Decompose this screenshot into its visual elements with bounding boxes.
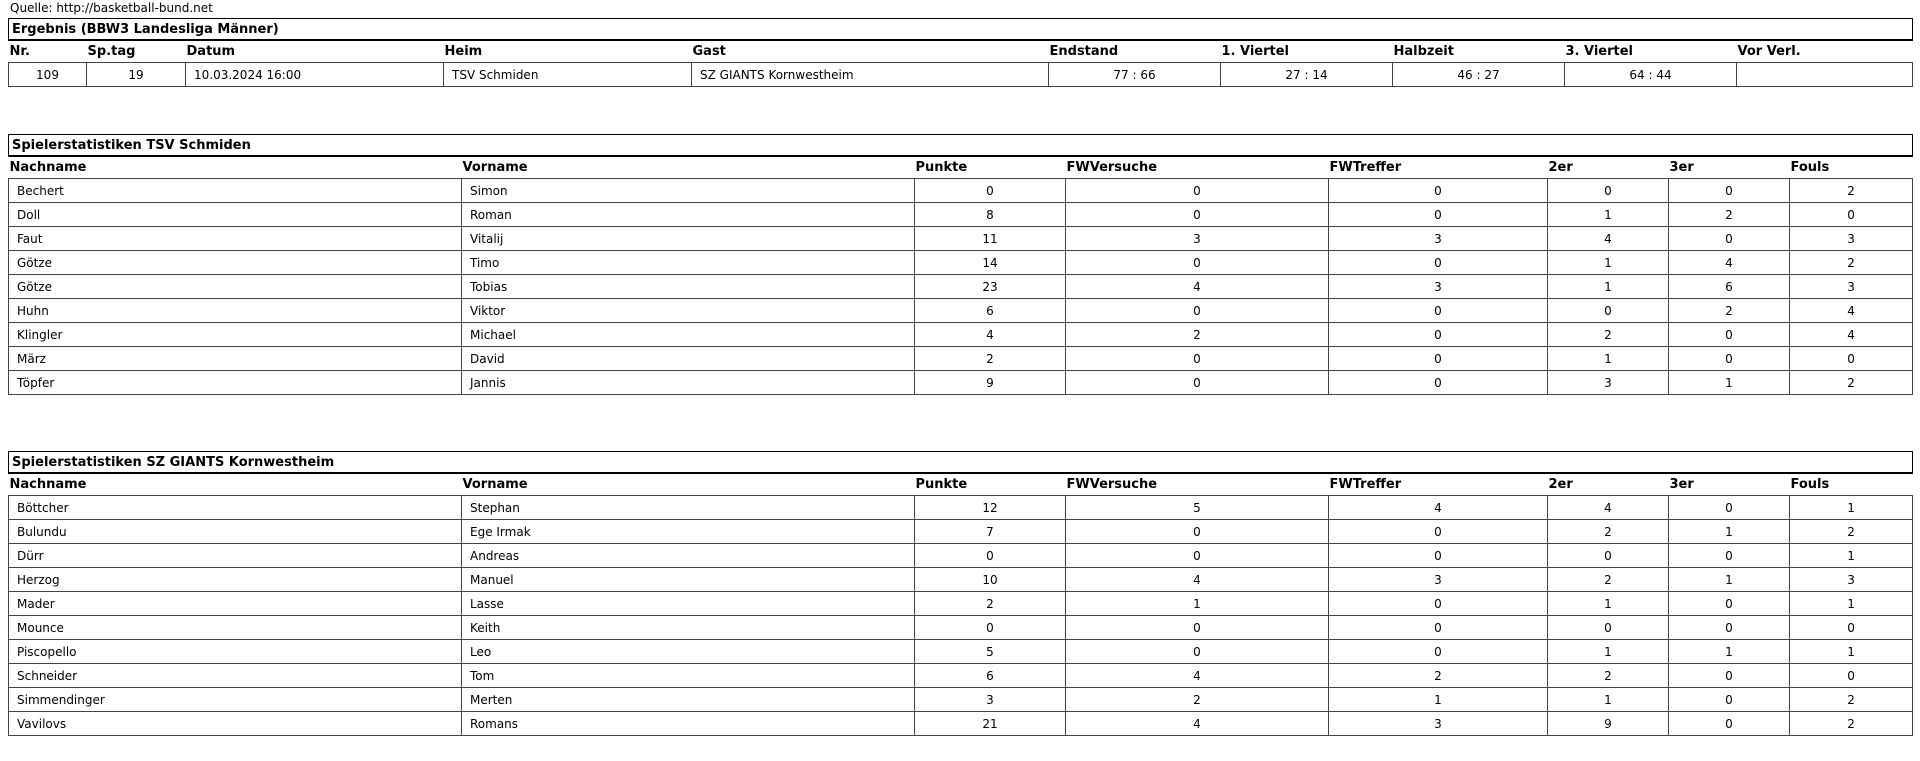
- player-twos: 9: [1548, 712, 1669, 736]
- player-firstname: Vitalij: [462, 227, 915, 251]
- table-row: [9, 227, 1913, 251]
- player-lastname: Götze: [9, 275, 462, 299]
- player-fouls: 3: [1790, 568, 1913, 592]
- player-threes: 0: [1669, 712, 1790, 736]
- player-lastname: Bechert: [9, 179, 462, 203]
- table-row: [9, 251, 1913, 275]
- player-points: 12: [915, 496, 1066, 520]
- player-threes: 0: [1669, 347, 1790, 371]
- player-twos: 2: [1548, 520, 1669, 544]
- player-points: 4: [915, 323, 1066, 347]
- player-firstname: Simon: [462, 179, 915, 203]
- col-header: Nr.: [9, 44, 30, 59]
- player-ft-attempts: 0: [1066, 299, 1329, 323]
- col-header: 3er: [1669, 160, 1694, 175]
- home-player-rows: [9, 179, 1913, 395]
- player-firstname: Jannis: [462, 371, 915, 395]
- player-fouls: 2: [1790, 179, 1913, 203]
- player-points: 0: [915, 616, 1066, 640]
- table-row: [9, 323, 1913, 347]
- player-fouls: 2: [1790, 520, 1913, 544]
- player-lastname: März: [9, 347, 462, 371]
- player-ft-made: 0: [1329, 371, 1548, 395]
- player-twos: 1: [1548, 275, 1669, 299]
- home-header-row: [9, 156, 1913, 179]
- player-lastname: Dürr: [9, 544, 462, 568]
- player-fouls: 0: [1790, 203, 1913, 227]
- col-header: Vor Verl.: [1737, 44, 1801, 59]
- player-fouls: 3: [1790, 275, 1913, 299]
- player-threes: 2: [1669, 203, 1790, 227]
- table-row: [9, 299, 1913, 323]
- third-quarter-score: 64 : 44: [1565, 63, 1737, 87]
- player-ft-made: 0: [1329, 323, 1548, 347]
- player-ft-made: 3: [1329, 712, 1548, 736]
- game-date: 10.03.2024 16:00: [186, 63, 444, 87]
- player-lastname: Herzog: [9, 568, 462, 592]
- player-threes: 0: [1669, 592, 1790, 616]
- player-lastname: Mounce: [9, 616, 462, 640]
- table-row: [9, 520, 1913, 544]
- col-header: FWTreffer: [1329, 160, 1402, 175]
- player-threes: 4: [1669, 251, 1790, 275]
- table-row: [9, 664, 1913, 688]
- player-ft-attempts: 0: [1066, 616, 1329, 640]
- player-ft-attempts: 0: [1066, 520, 1329, 544]
- col-header: Punkte: [915, 160, 968, 175]
- player-ft-made: 4: [1329, 496, 1548, 520]
- player-lastname: Piscopello: [9, 640, 462, 664]
- player-firstname: Andreas: [462, 544, 915, 568]
- player-firstname: Leo: [462, 640, 915, 664]
- table-row: [9, 203, 1913, 227]
- result-row: [9, 63, 1913, 87]
- player-ft-attempts: 0: [1066, 640, 1329, 664]
- player-lastname: Vavilovs: [9, 712, 462, 736]
- col-header: Endstand: [1049, 44, 1119, 59]
- result-table: [8, 18, 1913, 87]
- player-firstname: David: [462, 347, 915, 371]
- player-lastname: Böttcher: [9, 496, 462, 520]
- player-firstname: Lasse: [462, 592, 915, 616]
- player-twos: 1: [1548, 592, 1669, 616]
- table-row: [9, 179, 1913, 203]
- player-fouls: 3: [1790, 227, 1913, 251]
- player-threes: 1: [1669, 520, 1790, 544]
- player-threes: 1: [1669, 568, 1790, 592]
- player-twos: 4: [1548, 227, 1669, 251]
- player-threes: 0: [1669, 544, 1790, 568]
- player-firstname: Timo: [462, 251, 915, 275]
- player-points: 10: [915, 568, 1066, 592]
- halftime-score: 46 : 27: [1393, 63, 1565, 87]
- player-ft-made: 0: [1329, 203, 1548, 227]
- player-ft-attempts: 0: [1066, 251, 1329, 275]
- home-stats-title: Spielerstatistiken TSV Schmiden: [9, 135, 1913, 157]
- player-points: 0: [915, 544, 1066, 568]
- player-points: 2: [915, 592, 1066, 616]
- player-fouls: 0: [1790, 664, 1913, 688]
- player-threes: 0: [1669, 227, 1790, 251]
- guest-header-row: [9, 473, 1913, 496]
- player-lastname: Faut: [9, 227, 462, 251]
- col-header: 3er: [1669, 477, 1694, 492]
- player-fouls: 0: [1790, 616, 1913, 640]
- overtime-score: [1737, 63, 1913, 87]
- player-lastname: Töpfer: [9, 371, 462, 395]
- player-fouls: 2: [1790, 251, 1913, 275]
- table-row: [9, 616, 1913, 640]
- col-header: Halbzeit: [1393, 44, 1454, 59]
- player-lastname: Götze: [9, 251, 462, 275]
- player-ft-made: 0: [1329, 347, 1548, 371]
- player-firstname: Roman: [462, 203, 915, 227]
- player-firstname: Ege Irmak: [462, 520, 915, 544]
- player-points: 6: [915, 299, 1066, 323]
- player-ft-attempts: 1: [1066, 592, 1329, 616]
- source-note: Quelle: http://basketball-bund.net: [10, 1, 213, 15]
- table-row: [9, 496, 1913, 520]
- player-points: 2: [915, 347, 1066, 371]
- player-firstname: Stephan: [462, 496, 915, 520]
- col-header: Gast: [692, 44, 726, 59]
- player-twos: 3: [1548, 371, 1669, 395]
- col-header: Vorname: [462, 477, 528, 492]
- player-fouls: 4: [1790, 323, 1913, 347]
- col-header: Vorname: [462, 160, 528, 175]
- player-ft-attempts: 0: [1066, 544, 1329, 568]
- player-ft-made: 3: [1329, 227, 1548, 251]
- player-ft-made: 0: [1329, 544, 1548, 568]
- player-twos: 0: [1548, 616, 1669, 640]
- player-ft-attempts: 4: [1066, 712, 1329, 736]
- player-threes: 0: [1669, 616, 1790, 640]
- player-twos: 1: [1548, 203, 1669, 227]
- final-score: 77 : 66: [1049, 63, 1221, 87]
- player-lastname: Simmendinger: [9, 688, 462, 712]
- col-header: Sp.tag: [87, 44, 136, 59]
- player-twos: 4: [1548, 496, 1669, 520]
- player-points: 6: [915, 664, 1066, 688]
- player-twos: 2: [1548, 568, 1669, 592]
- col-header: Fouls: [1790, 477, 1830, 492]
- player-twos: 0: [1548, 299, 1669, 323]
- col-header: Datum: [186, 44, 236, 59]
- player-points: 3: [915, 688, 1066, 712]
- col-header: Fouls: [1790, 160, 1830, 175]
- table-row: [9, 275, 1913, 299]
- col-header: FWVersuche: [1066, 160, 1158, 175]
- player-threes: 0: [1669, 688, 1790, 712]
- player-points: 8: [915, 203, 1066, 227]
- player-lastname: Huhn: [9, 299, 462, 323]
- player-ft-made: 3: [1329, 568, 1548, 592]
- player-ft-attempts: 2: [1066, 323, 1329, 347]
- player-ft-attempts: 0: [1066, 371, 1329, 395]
- player-ft-made: 0: [1329, 520, 1548, 544]
- player-firstname: Manuel: [462, 568, 915, 592]
- result-header-row: [9, 40, 1913, 63]
- guest-player-stats-table: [8, 451, 1913, 736]
- table-row: [9, 544, 1913, 568]
- player-lastname: Klingler: [9, 323, 462, 347]
- player-twos: 2: [1548, 323, 1669, 347]
- guest-player-rows: [9, 496, 1913, 736]
- matchday: 19: [87, 63, 186, 87]
- player-ft-made: 0: [1329, 251, 1548, 275]
- col-header: FWTreffer: [1329, 477, 1402, 492]
- table-row: [9, 568, 1913, 592]
- player-ft-attempts: 0: [1066, 203, 1329, 227]
- player-points: 0: [915, 179, 1066, 203]
- game-number: 109: [9, 63, 87, 87]
- col-header: 3. Viertel: [1565, 44, 1634, 59]
- player-ft-made: 0: [1329, 616, 1548, 640]
- player-fouls: 2: [1790, 688, 1913, 712]
- player-firstname: Merten: [462, 688, 915, 712]
- col-header: Nachname: [9, 160, 87, 175]
- player-fouls: 0: [1790, 347, 1913, 371]
- player-ft-attempts: 0: [1066, 347, 1329, 371]
- col-header: Heim: [444, 44, 483, 59]
- player-ft-attempts: 0: [1066, 179, 1329, 203]
- player-lastname: Schneider: [9, 664, 462, 688]
- player-fouls: 2: [1790, 712, 1913, 736]
- player-threes: 0: [1669, 323, 1790, 347]
- col-header: 2er: [1548, 477, 1573, 492]
- player-ft-made: 0: [1329, 299, 1548, 323]
- player-lastname: Mader: [9, 592, 462, 616]
- player-ft-attempts: 3: [1066, 227, 1329, 251]
- player-ft-attempts: 4: [1066, 568, 1329, 592]
- player-ft-attempts: 5: [1066, 496, 1329, 520]
- player-points: 21: [915, 712, 1066, 736]
- player-firstname: Tobias: [462, 275, 915, 299]
- player-firstname: Michael: [462, 323, 915, 347]
- player-threes: 0: [1669, 179, 1790, 203]
- table-row: [9, 712, 1913, 736]
- col-header: Punkte: [915, 477, 968, 492]
- table-row: [9, 640, 1913, 664]
- player-twos: 1: [1548, 251, 1669, 275]
- player-threes: 1: [1669, 640, 1790, 664]
- player-firstname: Tom: [462, 664, 915, 688]
- player-twos: 1: [1548, 688, 1669, 712]
- player-ft-made: 2: [1329, 664, 1548, 688]
- player-firstname: Romans: [462, 712, 915, 736]
- col-header: 2er: [1548, 160, 1573, 175]
- player-fouls: 1: [1790, 640, 1913, 664]
- player-threes: 2: [1669, 299, 1790, 323]
- player-ft-made: 3: [1329, 275, 1548, 299]
- player-fouls: 2: [1790, 371, 1913, 395]
- player-ft-attempts: 2: [1066, 688, 1329, 712]
- first-quarter-score: 27 : 14: [1221, 63, 1393, 87]
- player-points: 11: [915, 227, 1066, 251]
- player-points: 5: [915, 640, 1066, 664]
- player-fouls: 1: [1790, 592, 1913, 616]
- player-ft-made: 1: [1329, 688, 1548, 712]
- player-ft-made: 0: [1329, 179, 1548, 203]
- player-points: 14: [915, 251, 1066, 275]
- player-threes: 6: [1669, 275, 1790, 299]
- player-twos: 0: [1548, 179, 1669, 203]
- guest-stats-title: Spielerstatistiken SZ GIANTS Kornwestheim: [9, 452, 1913, 474]
- player-points: 23: [915, 275, 1066, 299]
- col-header: FWVersuche: [1066, 477, 1158, 492]
- player-firstname: Keith: [462, 616, 915, 640]
- player-twos: 0: [1548, 544, 1669, 568]
- home-team: TSV Schmiden: [444, 63, 692, 87]
- player-twos: 2: [1548, 664, 1669, 688]
- result-title: Ergebnis (BBW3 Landesliga Männer): [9, 19, 1913, 41]
- player-fouls: 4: [1790, 299, 1913, 323]
- player-ft-attempts: 4: [1066, 275, 1329, 299]
- table-row: [9, 371, 1913, 395]
- player-firstname: Viktor: [462, 299, 915, 323]
- col-header: Nachname: [9, 477, 87, 492]
- player-twos: 1: [1548, 640, 1669, 664]
- player-fouls: 1: [1790, 544, 1913, 568]
- player-threes: 0: [1669, 496, 1790, 520]
- table-row: [9, 592, 1913, 616]
- player-threes: 1: [1669, 371, 1790, 395]
- player-ft-attempts: 4: [1066, 664, 1329, 688]
- player-threes: 0: [1669, 664, 1790, 688]
- table-row: [9, 688, 1913, 712]
- col-header: 1. Viertel: [1221, 44, 1290, 59]
- player-points: 9: [915, 371, 1066, 395]
- player-fouls: 1: [1790, 496, 1913, 520]
- table-row: [9, 347, 1913, 371]
- home-player-stats-table: [8, 134, 1913, 395]
- player-lastname: Bulundu: [9, 520, 462, 544]
- player-points: 7: [915, 520, 1066, 544]
- player-lastname: Doll: [9, 203, 462, 227]
- player-twos: 1: [1548, 347, 1669, 371]
- player-ft-made: 0: [1329, 592, 1548, 616]
- guest-team: SZ GIANTS Kornwestheim: [692, 63, 1049, 87]
- player-ft-made: 0: [1329, 640, 1548, 664]
